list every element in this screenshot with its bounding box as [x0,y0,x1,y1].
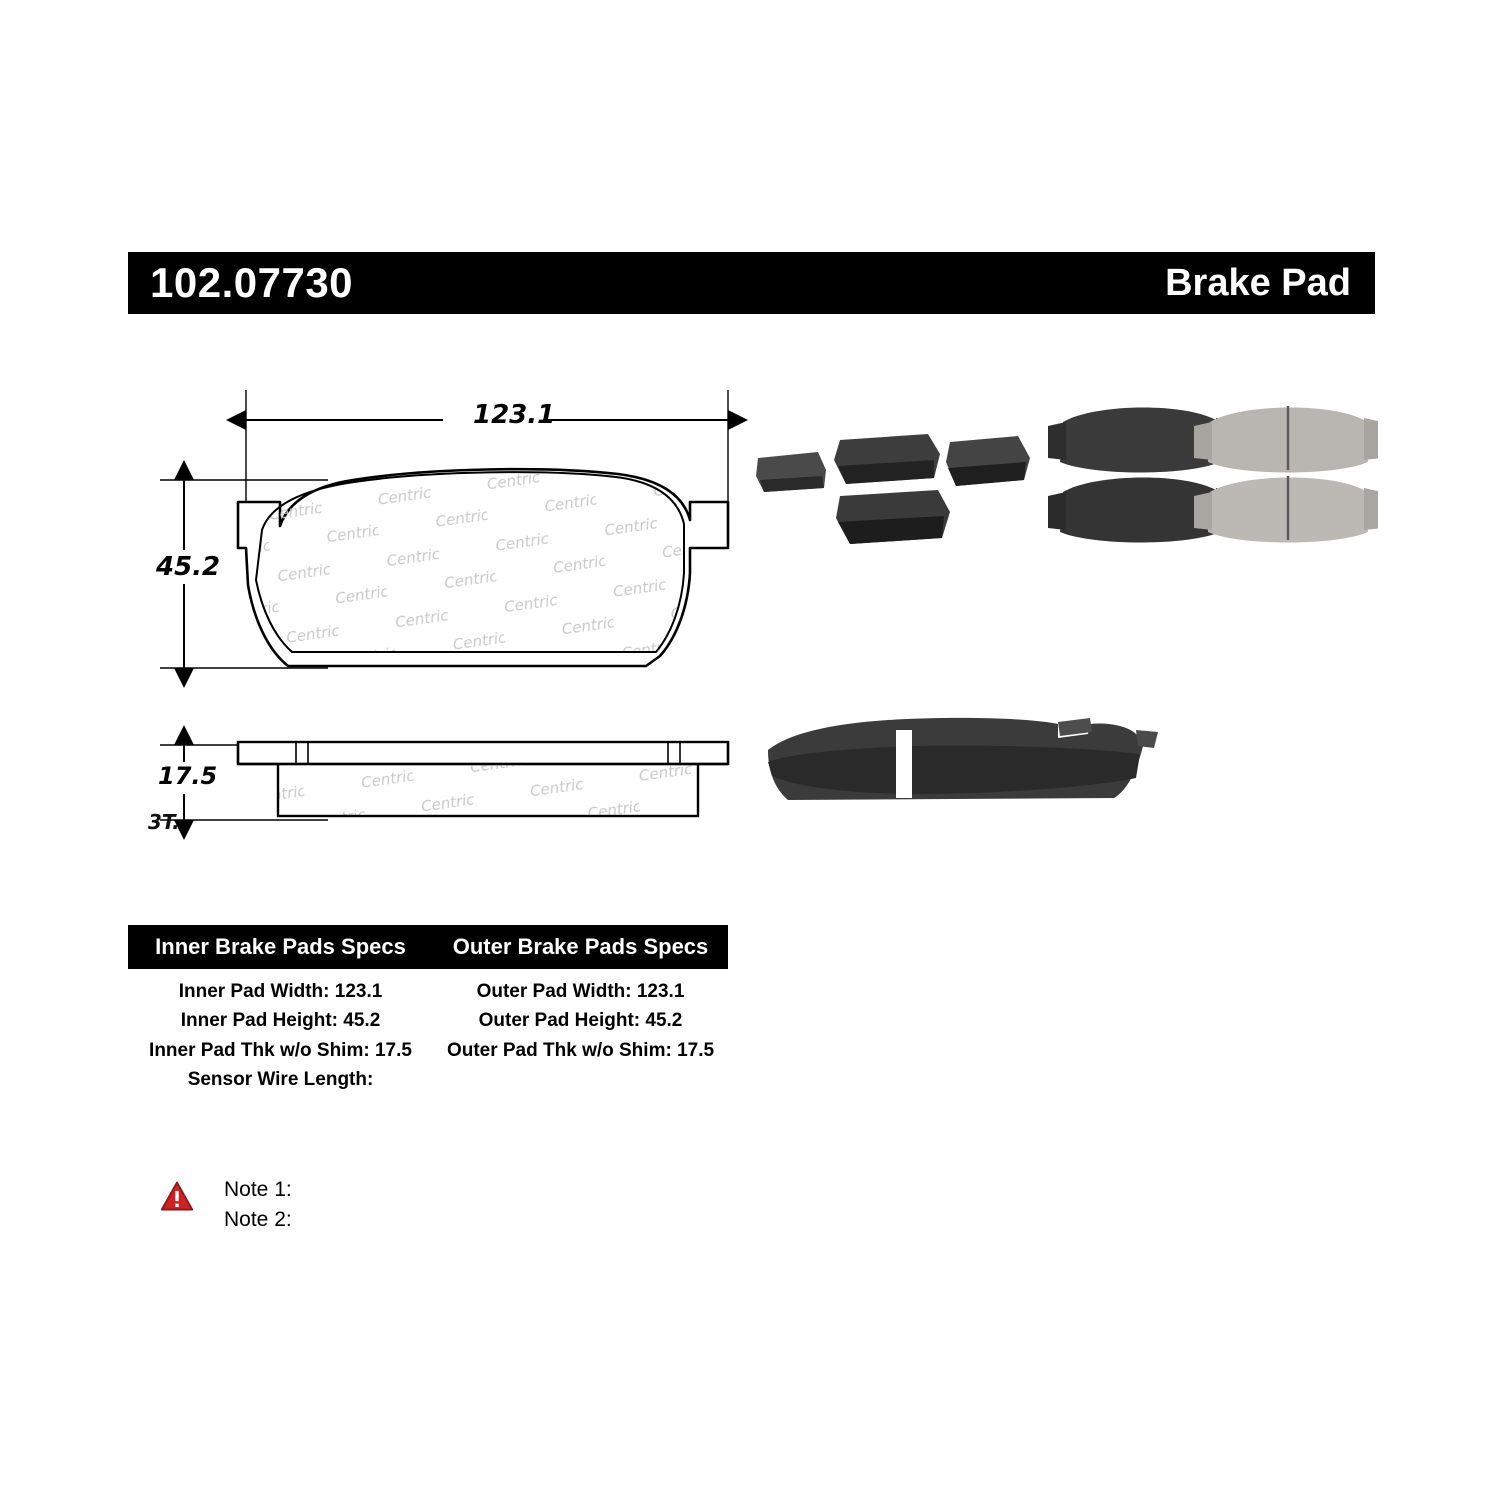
part-number: 102.07730 [150,259,354,306]
dimension-thickness-label: 17.5 [158,762,218,790]
header-bar [128,252,1375,314]
outer-specs-header: Outer Brake Pads Specs [452,934,709,959]
specs-header-bar [128,925,728,969]
warning-icon [160,1179,194,1213]
spec-row: Inner Pad Thk w/o Shim: 17.5 [149,1039,412,1061]
pad-side-view [150,742,728,820]
pad-photo-group-small [756,434,1030,544]
page-title: Brake Pad [1165,262,1351,304]
spec-row: Sensor Wire Length: [187,1069,374,1091]
drawing-svg [128,330,1378,900]
pad-photo-group-four [1048,406,1378,543]
pad-face-outline [238,469,728,666]
spec-row: Inner Pad Height: 45.2 [180,1010,381,1032]
dimension-width-label: 123.1 [473,400,556,430]
spec-row: Inner Pad Width: 123.1 [178,981,383,1002]
dimension-thickness-secondary-label: 3T. [148,810,180,834]
pad-photo-large [768,718,1158,800]
notes-section [160,1175,292,1236]
spec-row: Outer Pad Thk w/o Shim: 17.5 [446,1039,715,1061]
note-2: Note 2: [224,1208,292,1232]
technical-drawing [128,330,1378,900]
notes-text [224,1175,292,1236]
spec-row: Outer Pad Width: 123.1 [476,981,685,1002]
specs-body [128,977,728,1095]
note-1: Note 1: [224,1178,292,1201]
spec-row: Outer Pad Height: 45.2 [478,1010,683,1032]
specs-section [128,925,728,1095]
inner-specs-header: Inner Brake Pads Specs [155,934,406,959]
inner-specs-column [128,977,433,1095]
outer-specs-column [433,977,728,1095]
dimension-height-label: 45.2 [156,552,221,582]
